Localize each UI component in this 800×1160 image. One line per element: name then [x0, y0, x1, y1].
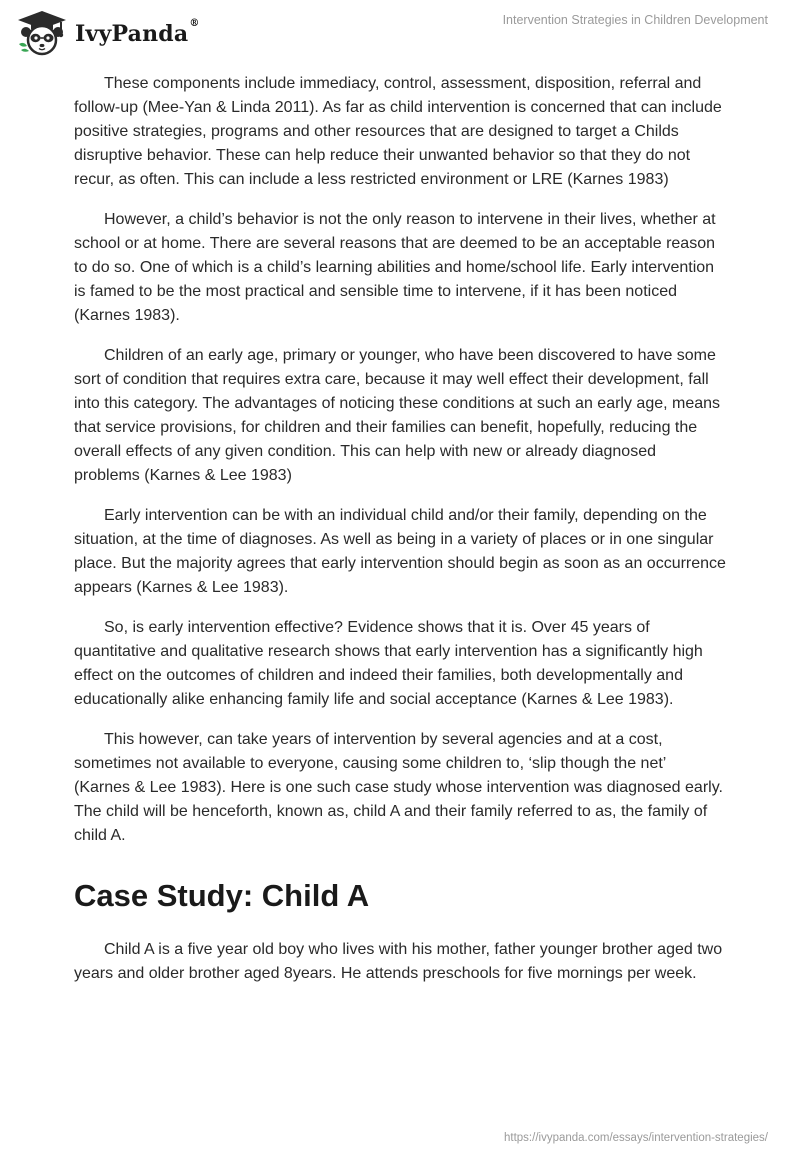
page-header: [0, 0, 800, 62]
paragraph: Children of an early age, primary or younger, who have been discovered to have some sort of condition that requires extra care, because it may well effect their development, fall into this category. The advantages of noticing these conditions at such an early age, means that service provisions, for children and their families can benefit, hopefully, reducing the overall effects of any given condition. This can help with new or already diagnosed problems (Karnes & Lee 1983): [74, 347, 721, 484]
paragraph: These components include immediacy, control, assessment, disposition, referral and follow-up (Mee-Yan & Linda 2011). As far as child intervention is concerned that can include positive strategies, programs and other resources that are designed to target a Childs disruptive behavior. These can help reduce their unwanted behavior so that they do not recur, as often. This can include a less restricted environment or LRE (Karnes 1983): [74, 75, 722, 188]
paragraph: Early intervention can be with an individual child and/or their family, depending on the situation, at the time of diagnoses. As well as being in a variety of places or in one singular place. But the majority agrees that early intervention should begin as soon as an occurrence appears (Karnes & Lee 1983).: [74, 507, 726, 596]
paragraph: Child A is a five year old boy who lives with his mother, father younger brother aged two years and older brother aged 8years. He attends preschools for five mornings per week.: [74, 941, 723, 982]
section-heading: Case Study: Child A: [74, 878, 370, 913]
paragraph: This however, can take years of intervention by several agencies and at a cost, sometimes not available to everyone, causing some children to, ‘slip though the net’ (Karnes & Lee 1983). Here is one such case study whose intervention was diagnosed early. The child will be henceforth, known as, child A and their family referred to as, the family of child A.: [74, 731, 723, 844]
paragraph: So, is early intervention effective? Evidence shows that it is. Over 45 years of quantitative and qualitative research shows that early intervention has a significantly high effect on the outcomes of children and indeed their families, both developmentally and educationally alike enhancing family life and social acceptance (Karnes & Lee 1983).: [74, 619, 703, 708]
paragraph: However, a child’s behavior is not the only reason to intervene in their lives, whether at school or at home. There are several reasons that are deemed to be an acceptable reason to do so. One of which is a child’s learning abilities and home/school life. Early intervention is famed to be the most practical and sensible time to intervene, if it has been noticed (Karnes 1983).: [74, 211, 716, 324]
logo[interactable]: [15, 8, 200, 56]
source-url[interactable]: https://ivypanda.com/essays/intervention-strategies/: [504, 1132, 768, 1144]
logo-text: [75, 18, 200, 47]
essay-body: [74, 72, 726, 1002]
registered-mark: ®: [189, 18, 200, 29]
document-title: Intervention Strategies in Children Development: [502, 13, 768, 27]
panda-graduate-icon: [15, 8, 69, 56]
logo-wordmark: IvyPanda: [75, 21, 189, 47]
